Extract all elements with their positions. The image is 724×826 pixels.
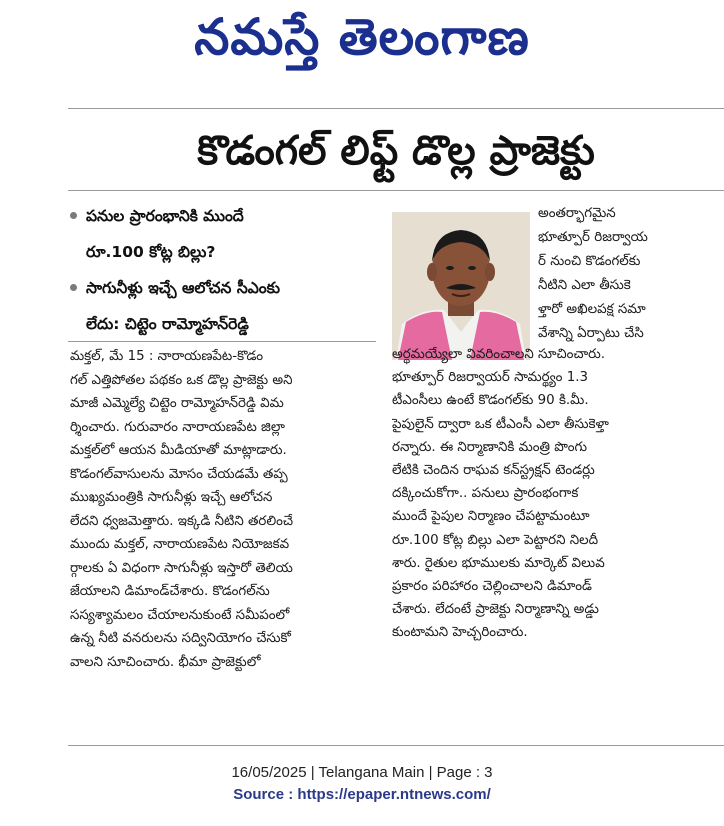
masthead-logo: నమస్తే తెలంగాణ xyxy=(194,7,530,66)
highlights xyxy=(66,198,386,342)
edition-info: 16/05/2025 | Telangana Main | Page : 3 xyxy=(231,764,493,781)
article-line: భూత్పూర్ రిజర్వాయర్ సామర్థ్యం 1.3 xyxy=(392,370,589,386)
politician-photo xyxy=(392,212,530,360)
bullet-icon xyxy=(70,284,77,291)
article-line: జేయాలని డిమాండ్‌చేశారు. కొడంగల్‌ను xyxy=(70,584,270,599)
article-line: ముందు మక్తల్, నారాయణపేట నియోజకవ xyxy=(70,537,290,552)
article-line: కొడంగల్‌వాసులను మోసం చేయడమే తప్ప xyxy=(70,466,288,482)
article-line: టీఎంసీలు ఉంటే కొడంగల్‌కు 90 కి.మీ. xyxy=(392,393,589,409)
divider xyxy=(68,190,724,191)
divider xyxy=(68,341,376,342)
article-line: ప్రకారం పరిహారం చెల్లించాలని డిమాండ్ xyxy=(392,579,592,595)
article-column-left xyxy=(70,345,370,674)
article-line: ముఖ్యమంత్రికి సాగునీళ్లు ఇచ్చే ఆలోచన xyxy=(70,490,273,505)
article-line: మక్తల్‌లో ఆయన మీడియాతో మాట్లాడారు. xyxy=(70,443,287,458)
article-line: రూ.100 కోట్ల బిల్లు ఎలా పెట్టారని నిలదీ xyxy=(392,532,599,548)
article-line: వాలని సూచించారు. భీమా ప్రాజెక్టులో xyxy=(70,654,261,670)
highlight-item xyxy=(66,270,386,342)
headline: కొడంగల్ లిఫ్ట్ డొల్ల ప్రాజెక్టు xyxy=(197,128,595,174)
bullet-icon xyxy=(70,212,77,219)
article-line: కుంటామని హెచ్చరించారు. xyxy=(392,625,528,641)
article-line: అర్థమయ్యేలా వివరించాలని సూచించారు. xyxy=(392,347,605,362)
article-line: దక్కించుకోగా.. పనులు ప్రారంభంగాక xyxy=(392,486,579,502)
article-line: ముందే పైపుల నిర్మాణం చేపట్టామంటూ xyxy=(392,509,590,525)
article-line: రన్నారు. ఈ నిర్మాణానికి మంత్రి పొంగు xyxy=(392,439,587,455)
article-line: ర్ నుంచి కొడంగల్‌కు xyxy=(538,254,641,269)
article-line: పైపులైన్ ద్వారా ఒక టీఎంసీ ఎలా తీసుకెళ్తా xyxy=(392,416,609,432)
article-line: లేటికి చెందిన రాఘవ కన్‌స్ట్రక్షన్ టెండర్లు xyxy=(392,463,595,479)
portrait-image xyxy=(392,212,530,360)
article-line: ర్గాలకు ఏ విధంగా సాగునీళ్లు ఇస్తారో తెలియ xyxy=(70,560,293,576)
article-line: మాజీ ఎమ్మెల్యే చిట్టెం రామ్మోహన్‌రెడ్డి విమ xyxy=(70,396,284,411)
divider xyxy=(68,108,724,109)
article-column-right xyxy=(392,343,722,645)
article-line: ళ్తారో అఖిలపక్ష సమా xyxy=(538,302,646,317)
article-line: సస్యశ్యామలం చేయాలనుకుంటే సమీపంలో xyxy=(70,607,290,623)
article-line: శారు. రైతుల భూములకు మార్కెట్ విలువ xyxy=(392,555,605,571)
highlight-line: సాగునీళ్లు ఇచ్చే ఆలోచన సీఎంకు xyxy=(86,279,281,297)
article-line: నీటిని ఎలా తీసుకె xyxy=(538,278,631,293)
page-footer xyxy=(0,762,724,806)
article-line: ఉన్న నీటి వనరులను సద్వినియోగం చేసుకో xyxy=(70,631,291,646)
highlight-line: లేదు: చిట్టెం రామ్మోహన్‌రెడ్డి xyxy=(86,315,249,333)
article-line: ర్శించారు. గురువారం నారాయణపేట జిల్లా xyxy=(70,419,285,435)
article-line: మక్తల్, మే 15 : నారాయణపేట-కొడం xyxy=(70,349,264,364)
masthead xyxy=(0,0,724,100)
highlight-line: రూ.100 కోట్ల బిల్లు? xyxy=(86,243,216,261)
highlight-item xyxy=(66,198,386,270)
source-link[interactable]: Source : https://epaper.ntnews.com/ xyxy=(233,786,491,803)
highlight-line: పనుల ప్రారంభానికి ముందే xyxy=(86,207,244,225)
article-line: వేశాన్ని ఏర్పాటు చేసి xyxy=(538,326,644,341)
article-line: భూత్పూర్ రిజర్వాయ xyxy=(538,230,648,245)
article-line: గల్ ఎత్తిపోతల పథకం ఒక డొల్ల ప్రాజెక్టు అని xyxy=(70,372,293,388)
article-line: చేశారు. లేదంటే ప్రాజెక్టు నిర్మాణాన్ని అడ్డు xyxy=(392,602,599,618)
article-line: అంతర్భాగమైన xyxy=(538,206,616,221)
article-line: లేదని ధ్వజమెత్తారు. ఇక్కడి నీటిని తరలించే xyxy=(70,513,294,529)
article-column-right-top xyxy=(538,202,722,346)
divider xyxy=(68,745,724,746)
